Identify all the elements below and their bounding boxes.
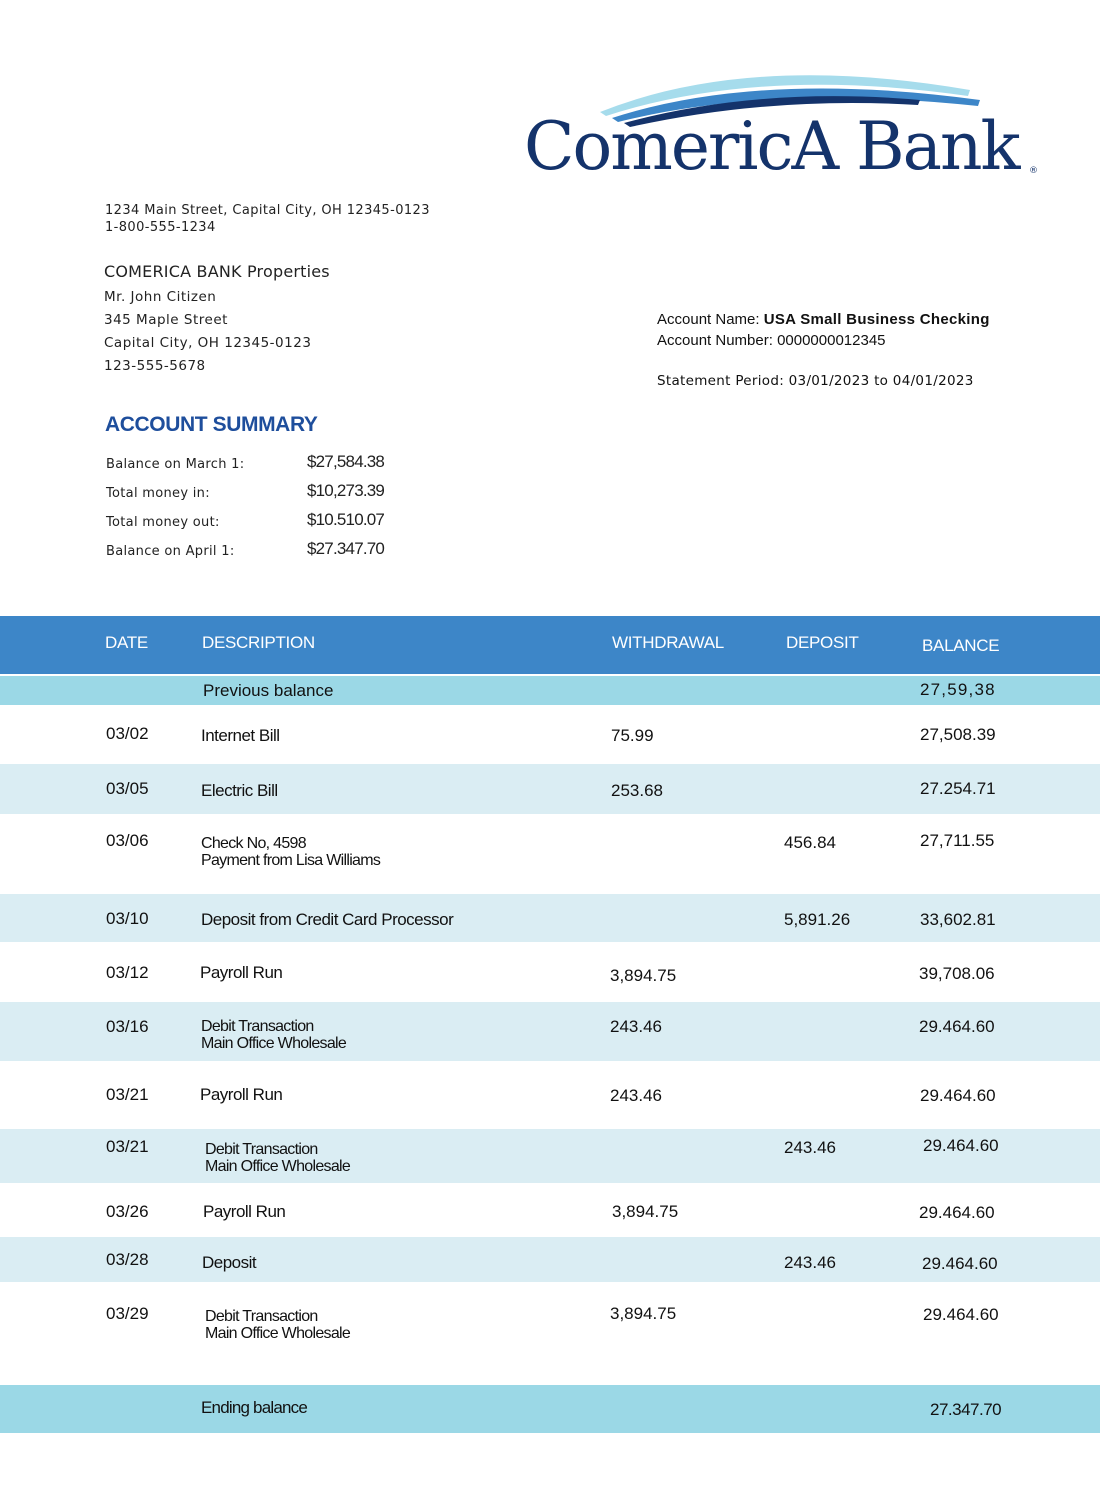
row-withdrawal: 3,894.75 [610, 966, 677, 985]
table-row [0, 814, 1100, 894]
row-date: 03/02 [106, 724, 149, 743]
row-balance: 27,711.55 [920, 831, 995, 850]
summary-label: Balance on March 1: [106, 457, 245, 472]
row-description-line1: Debit Transaction [201, 1018, 314, 1035]
table-row [0, 1129, 1100, 1183]
row-deposit: 243.46 [784, 1138, 836, 1157]
account-name-value: USA Small Business Checking [763, 311, 990, 328]
column-header-deposit: DEPOSIT [786, 633, 859, 652]
row-deposit: 456.84 [784, 833, 836, 852]
previous-balance-row [0, 676, 1100, 705]
row-description-line1: Debit Transaction [205, 1141, 318, 1158]
row-description: Payroll Run [200, 1085, 283, 1104]
row-date: 03/12 [106, 963, 149, 982]
account-number-line [657, 330, 990, 351]
row-description-line2: Main Office Wholesale [201, 1035, 347, 1052]
column-header-balance: BALANCE [922, 636, 1000, 655]
customer-phone: 123-555-5678 [104, 358, 206, 374]
row-description [201, 1018, 346, 1052]
row-description-line2: Payment from Lisa Williams [201, 852, 381, 869]
row-description [205, 1141, 350, 1175]
row-description-line2: Main Office Wholesale [205, 1325, 351, 1342]
column-header-withdrawal: WITHDRAWAL [612, 633, 724, 652]
account-name-label: Account Name: [657, 311, 764, 328]
row-date: 03/29 [106, 1304, 149, 1323]
row-date: 03/16 [106, 1017, 149, 1036]
row-balance: 27.254.71 [920, 779, 996, 798]
row-date: 03/28 [106, 1250, 149, 1269]
row-balance: 29.464.60 [920, 1086, 996, 1105]
row-date: 03/10 [106, 909, 149, 928]
summary-row [106, 510, 406, 539]
row-withdrawal: 3,894.75 [612, 1202, 679, 1221]
row-balance: 27,508.39 [920, 725, 996, 744]
row-balance: 29.464.60 [923, 1136, 999, 1155]
row-description-line1: Check No, 4598 [201, 835, 306, 852]
row-description [205, 1308, 350, 1342]
row-withdrawal: 253.68 [611, 781, 663, 800]
summary-value: $10,273.39 [307, 481, 385, 500]
account-info [657, 309, 990, 351]
table-row [0, 1282, 1100, 1385]
row-balance: 29.464.60 [922, 1254, 998, 1273]
row-date: 03/26 [106, 1202, 149, 1221]
customer-street: 345 Maple Street [104, 312, 228, 328]
summary-value: $10.510.07 [307, 510, 385, 529]
bank-address-block [105, 202, 430, 236]
row-withdrawal: 243.46 [610, 1086, 662, 1105]
row-description: Deposit [202, 1253, 257, 1272]
row-description: Electric Bill [201, 781, 278, 800]
ending-balance-value: 27.347.70 [930, 1400, 1002, 1419]
bank-logo [520, 60, 1050, 195]
transactions-table-header [0, 616, 1100, 674]
row-balance: 29.464.60 [923, 1305, 999, 1324]
table-row [0, 894, 1100, 942]
row-date: 03/06 [106, 831, 149, 850]
bank-address: 1234 Main Street, Capital City, OH 12345-0123 [105, 203, 430, 218]
summary-row [106, 539, 406, 568]
column-header-date: DATE [105, 633, 148, 652]
row-description: Payroll Run [203, 1202, 286, 1221]
table-row [0, 705, 1100, 764]
row-description: Internet Bill [201, 726, 280, 745]
row-deposit: 5,891.26 [784, 910, 851, 929]
row-withdrawal: 75.99 [611, 726, 654, 745]
summary-label: Total money out: [106, 515, 220, 530]
account-summary-title: ACCOUNT SUMMARY [105, 413, 318, 436]
ending-balance-label: Ending balance [201, 1398, 308, 1417]
account-name-line [657, 309, 990, 330]
row-date: 03/21 [106, 1137, 149, 1156]
previous-balance-value: 27,59,38 [920, 680, 996, 699]
row-date: 03/21 [106, 1085, 149, 1104]
summary-label: Balance on April 1: [106, 544, 235, 559]
row-description: Deposit from Credit Card Processor [201, 910, 454, 929]
row-balance: 29.464.60 [919, 1203, 995, 1222]
table-row [0, 942, 1100, 1002]
table-row [0, 1183, 1100, 1237]
statement-period: Statement Period: 03/01/2023 to 04/01/2023 [657, 373, 974, 389]
column-header-description: DESCRIPTION [202, 633, 315, 652]
table-row [0, 764, 1100, 814]
row-balance: 39,708.06 [919, 964, 995, 983]
registered-mark: ® [1029, 166, 1038, 176]
row-withdrawal: 243.46 [610, 1017, 662, 1036]
table-row [0, 1061, 1100, 1129]
logo-wordmark: ComericA Bank [524, 108, 1019, 185]
table-row [0, 1002, 1100, 1061]
summary-row [106, 452, 406, 481]
customer-company: COMERICA BANK Properties [104, 262, 330, 281]
previous-balance-label: Previous balance [203, 681, 334, 700]
summary-value: $27,584.38 [307, 452, 385, 471]
row-description [201, 835, 380, 869]
row-date: 03/05 [106, 779, 149, 798]
row-balance: 33,602.81 [920, 910, 996, 929]
account-number-value: 0000000012345 [777, 332, 886, 349]
summary-row [106, 481, 406, 510]
customer-name: Mr. John Citizen [104, 289, 217, 305]
row-description-line1: Debit Transaction [205, 1308, 318, 1325]
ending-balance-row [0, 1385, 1100, 1433]
row-description-line2: Main Office Wholesale [205, 1158, 351, 1175]
bank-phone: 1-800-555-1234 [105, 220, 216, 235]
customer-block [104, 262, 330, 378]
customer-city: Capital City, OH 12345-0123 [104, 335, 312, 351]
summary-label: Total money in: [106, 486, 210, 501]
row-deposit: 243.46 [784, 1253, 836, 1272]
row-withdrawal: 3,894.75 [610, 1304, 677, 1323]
row-description: Payroll Run [200, 963, 283, 982]
summary-value: $27.347.70 [307, 539, 385, 558]
row-balance: 29.464.60 [919, 1017, 995, 1036]
table-row [0, 1237, 1100, 1282]
account-number-label: Account Number: [657, 332, 778, 349]
